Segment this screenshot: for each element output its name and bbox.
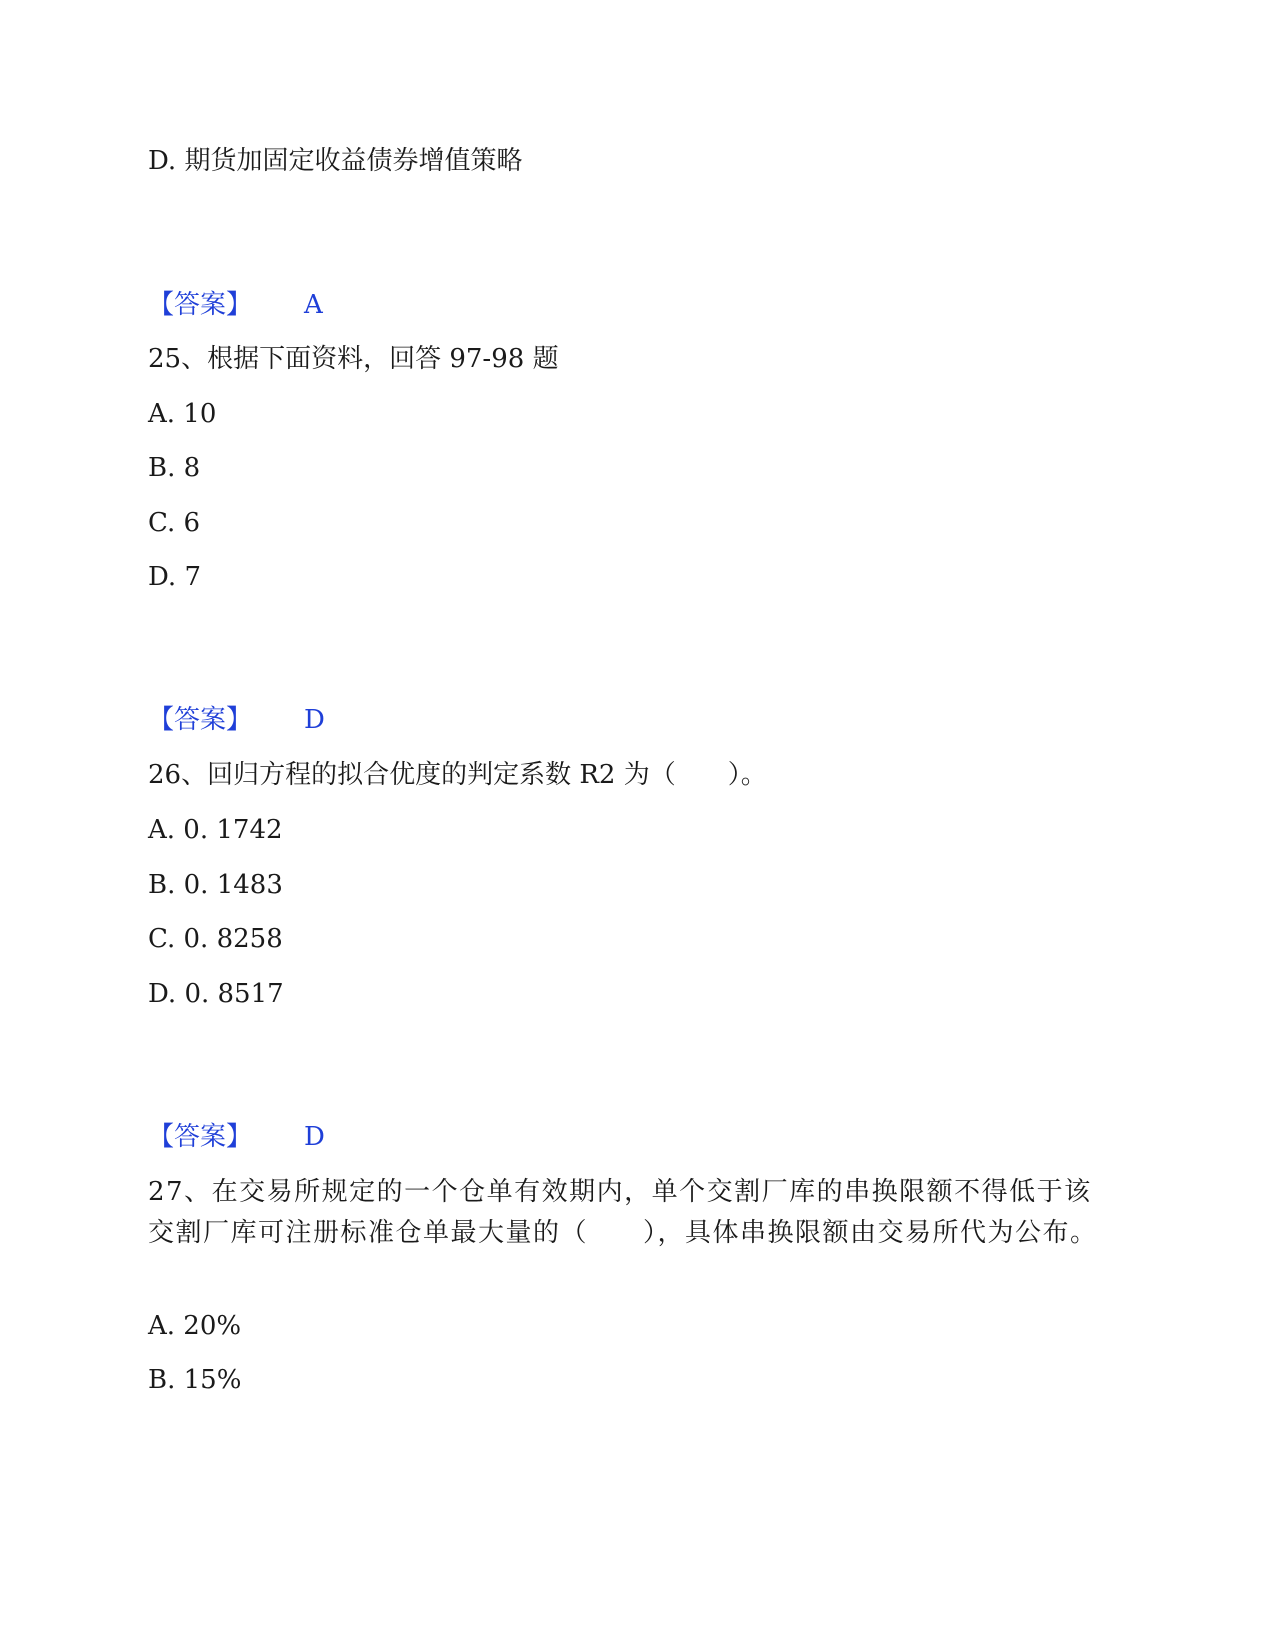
q26-answer-row: [148, 1117, 325, 1157]
q25-option-c: C. 6: [148, 508, 201, 538]
q25-option-a: A. 10: [148, 399, 217, 429]
q27-option-a: A. 20%: [148, 1311, 242, 1341]
answer-label: 【答案】: [148, 1122, 253, 1152]
q25-option-b: B. 8: [148, 453, 201, 483]
q26-option-a: A. 0. 1742: [148, 815, 283, 845]
q25-stem: 25、根据下面资料，回答 97-98 题: [148, 344, 559, 374]
q25-answer-row: [148, 700, 325, 740]
answer-label: 【答案】: [148, 290, 253, 320]
q26-stem: 26、回归方程的拟合优度的判定系数 R2 为（ ）。: [148, 760, 767, 790]
q26-option-d: D. 0. 8517: [148, 979, 284, 1009]
q26-option-b: B. 0. 1483: [148, 870, 283, 900]
q26-answer-value: D: [304, 1122, 325, 1152]
answer-label: 【答案】: [148, 705, 253, 735]
q24-answer-value: A: [304, 290, 323, 320]
q27-option-b: B. 15%: [148, 1365, 242, 1395]
q27-stem: 27、在交易所规定的一个仓单有效期内，单个交割厂库的串换限额不得低于该交割厂库可注册标准仓单最大量的（ ），具体串换限额由交易所代为公布。: [148, 1177, 1098, 1248]
q24-answer-row: [148, 285, 323, 325]
q24-option-d: D. 期货加固定收益债券增值策略: [148, 146, 523, 176]
q26-option-c: C. 0. 8258: [148, 924, 283, 954]
q25-answer-value: D: [304, 705, 325, 735]
q25-option-d: D. 7: [148, 562, 201, 592]
